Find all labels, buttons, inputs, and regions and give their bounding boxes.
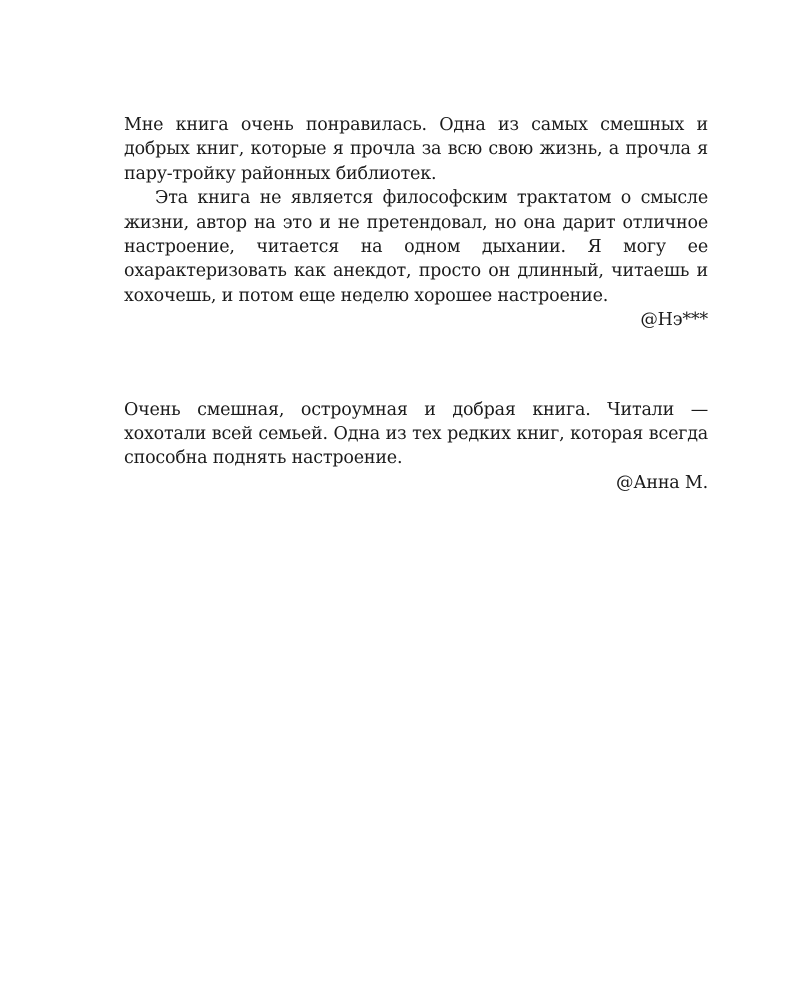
review-2 [124, 398, 708, 496]
review-1-paragraph-2: Эта книга не является философским трактатом о смысле жизни, автор на это и не претендовал, но она дарит отличное настроение, читается на одном дыхании. Я могу ее охарактеризовать как анекдот, просто он длинный, читаешь и хохочешь, и потом еще неделю хорошее настроение. [124, 188, 708, 306]
review-2-author: @Анна М. [616, 472, 708, 493]
review-2-paragraph-1: Очень смешная, остроумная и добрая книга. Читали — хохотали всей семьей. Одна из тех редких книг, которая всегда способна поднять настроение. [124, 399, 708, 469]
page-content [124, 113, 708, 495]
review-1-author: @Нэ*** [640, 310, 708, 331]
review-1 [124, 113, 708, 333]
review-1-paragraph-1: Мне книга очень понравилась. Одна из самых смешных и добрых книг, которые я прочла за всю свою жизнь, а прочла я пару-тройку районных библиотек. [124, 115, 708, 184]
